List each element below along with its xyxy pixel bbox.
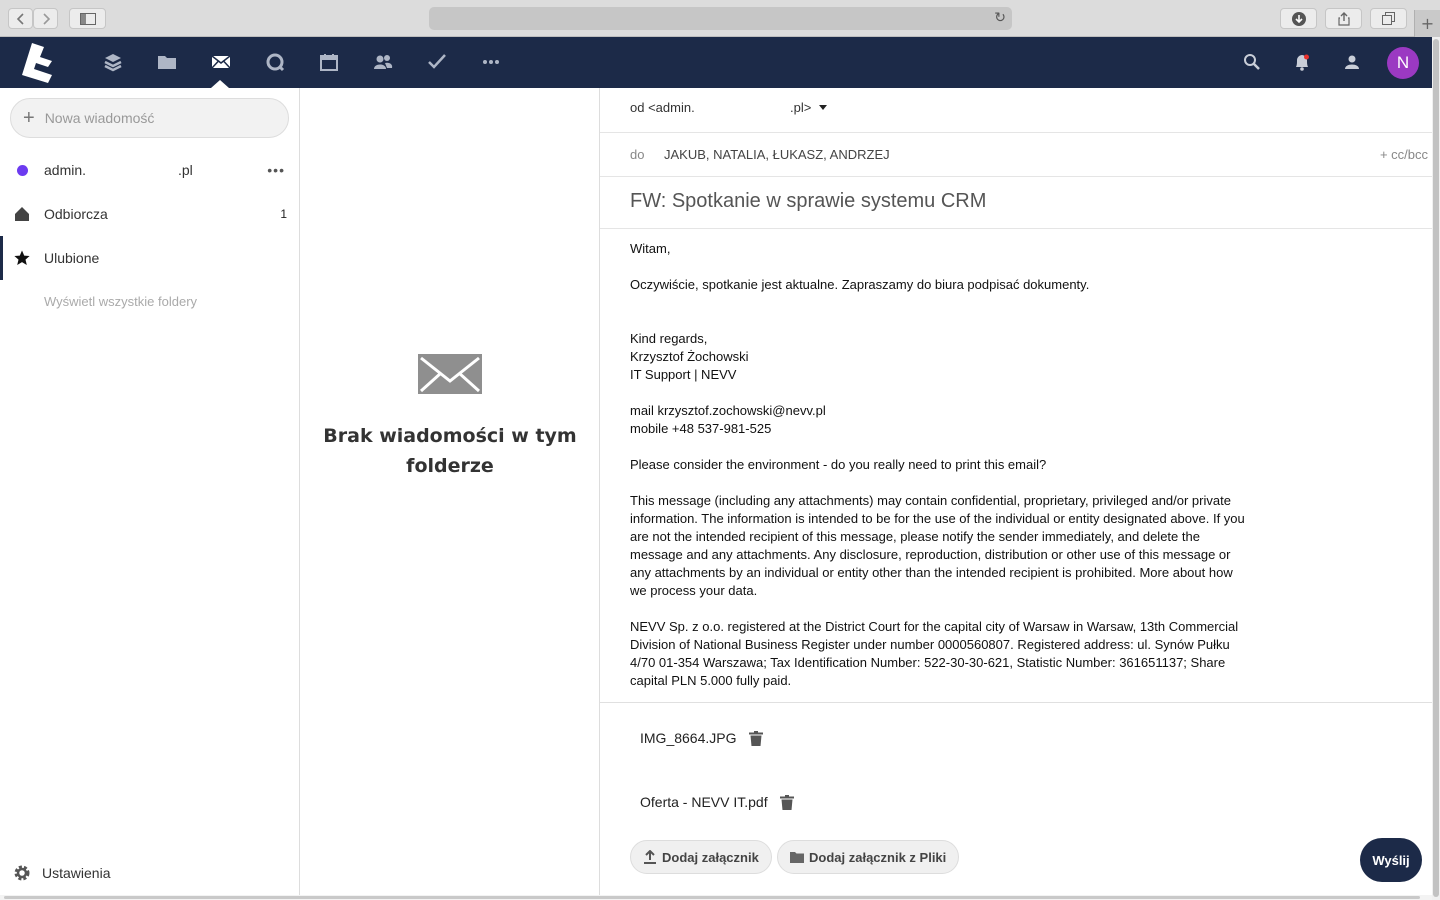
empty-folder-message: Brak wiadomości w tym folderze [323, 425, 577, 477]
attachment-name: IMG_8664.JPG [640, 730, 737, 746]
active-app-indicator [211, 80, 229, 88]
from-domain: .pl> [790, 100, 812, 115]
add-attachment-from-files-button[interactable] [777, 840, 959, 874]
files-icon[interactable] [156, 51, 178, 73]
sidebar-toggle-button[interactable] [69, 8, 106, 29]
trash-icon[interactable] [780, 795, 794, 810]
downloads-button[interactable] [1280, 8, 1317, 29]
tasks-icon[interactable] [426, 51, 448, 73]
to-recipients[interactable]: JAKUB, NATALIA, ŁUKASZ, ANDRZEJ [664, 147, 890, 162]
share-icon [1338, 12, 1350, 26]
more-apps-icon[interactable] [480, 51, 502, 73]
address-bar[interactable] [429, 7, 1012, 30]
horizontal-scrollbar[interactable] [0, 895, 1432, 900]
sidebar-item-label: Ulubione [44, 250, 100, 266]
avatar[interactable]: N [1387, 47, 1419, 79]
subject-input[interactable]: FW: Spotkanie w sprawie systemu CRM [630, 190, 987, 212]
reload-icon[interactable]: ↻ [994, 10, 1006, 26]
from-label: od <admin. [630, 100, 695, 115]
show-all-folders-link[interactable]: Wyświetl wszystkie foldery [44, 294, 198, 309]
sidebar-item-favorites[interactable] [0, 236, 299, 280]
tabs-icon [1382, 12, 1395, 25]
new-message-button[interactable] [10, 98, 289, 138]
browser-toolbar [0, 0, 1440, 37]
add-from-files-label: Dodaj załącznik z Pliki [809, 849, 947, 865]
tabs-overview-button[interactable] [1370, 8, 1407, 29]
attachment-item [640, 730, 763, 746]
account-color-dot [14, 162, 30, 178]
account-row[interactable] [0, 148, 299, 192]
add-attachment-label: Dodaj załącznik [662, 849, 759, 865]
calendar-icon[interactable] [318, 51, 340, 73]
chevron-down-icon[interactable] [819, 105, 827, 110]
account-more-icon[interactable]: ••• [267, 162, 285, 178]
attachment-item [640, 794, 794, 810]
message-body-editor[interactable]: Witam, Oczywiście, spotkanie jest aktualne. Zapraszamy do biura podpisać dokumenty. Kind regards, Krzysztof Żochowski IT Support | NEVV mail krzysztof.zochowski@nevv.pl mobile +48 537-981-525 Please consider the environment - do you really need to print this email? This message (including any attachments) may contain confidential, proprietary, privileged and/or private information. The information is intended to be for the use of the individual or entity designated above. If you are not the intended recipient of this message, please notify the sender immediately, and delete the message and any attachments. Any disclosure, reproduction, distribution or other use of this message or any attachments by an individual or entity other than the intended recipient is prohibited. More about how we process your data. NEVV Sp. z o.o. registered at the District Court for the capital city of Warsaw in Warsaw, 13th Commercial Division of National Business Register under number 0000560807. Registered address: ul. Synów Pułku 4/70 01-354 Warszawa; Tax Identification Number: 522-30-30-621, Statistic Number: 361651137; Share capital PLN 5.000 fully paid. [630, 241, 1245, 688]
new-tab-button[interactable] [1414, 10, 1440, 37]
search-icon[interactable] [1241, 51, 1263, 73]
new-message-label: Nowa wiadomość [44, 110, 155, 126]
contacts-menu-icon[interactable] [1341, 51, 1363, 73]
plus-icon: + [1420, 14, 1435, 33]
app-header [0, 37, 1432, 88]
upload-icon [643, 850, 657, 864]
settings-button[interactable] [12, 863, 110, 883]
account-label: admin. [44, 162, 87, 178]
attachment-name: Oferta - NEVV IT.pdf [640, 794, 768, 810]
gear-icon [12, 863, 32, 883]
sidebar-item-label: Odbiorcza [44, 206, 108, 222]
dashboard-icon[interactable] [102, 51, 124, 73]
message-list [300, 88, 600, 900]
chevron-left-icon [16, 13, 26, 25]
settings-label: Ustawienia [42, 865, 111, 881]
talk-icon[interactable] [264, 51, 286, 73]
divider [600, 702, 1432, 703]
forward-button[interactable] [33, 8, 58, 29]
share-button[interactable] [1325, 8, 1362, 29]
account-domain: .pl [178, 162, 193, 178]
cc-bcc-toggle[interactable]: + cc/bcc [1379, 147, 1428, 162]
from-field[interactable] [600, 88, 1432, 133]
send-button[interactable]: Wyślij [1360, 838, 1422, 882]
star-icon [14, 250, 30, 266]
chevron-right-icon [41, 13, 51, 25]
folder-icon [790, 850, 804, 864]
vertical-scrollbar[interactable] [1432, 37, 1440, 900]
to-label: do [630, 147, 645, 162]
composer [600, 88, 1432, 900]
unread-counter: 1 [280, 207, 287, 221]
sidebar-icon [80, 13, 96, 25]
trash-icon[interactable] [749, 731, 763, 746]
contacts-icon[interactable] [372, 51, 394, 73]
subject-field[interactable] [600, 177, 1432, 229]
download-icon [1292, 12, 1306, 26]
mail-icon[interactable] [210, 51, 232, 73]
add-attachment-button[interactable] [630, 840, 772, 874]
inbox-icon [14, 206, 30, 222]
back-button[interactable] [8, 8, 33, 29]
sidebar-item-inbox[interactable] [0, 192, 299, 236]
plus-icon: + [23, 107, 35, 129]
notifications-icon[interactable] [1291, 51, 1313, 73]
nextcloud-e-logo[interactable] [18, 41, 68, 85]
to-field[interactable] [600, 133, 1432, 177]
mail-icon [418, 354, 482, 394]
mail-sidebar [0, 88, 300, 900]
